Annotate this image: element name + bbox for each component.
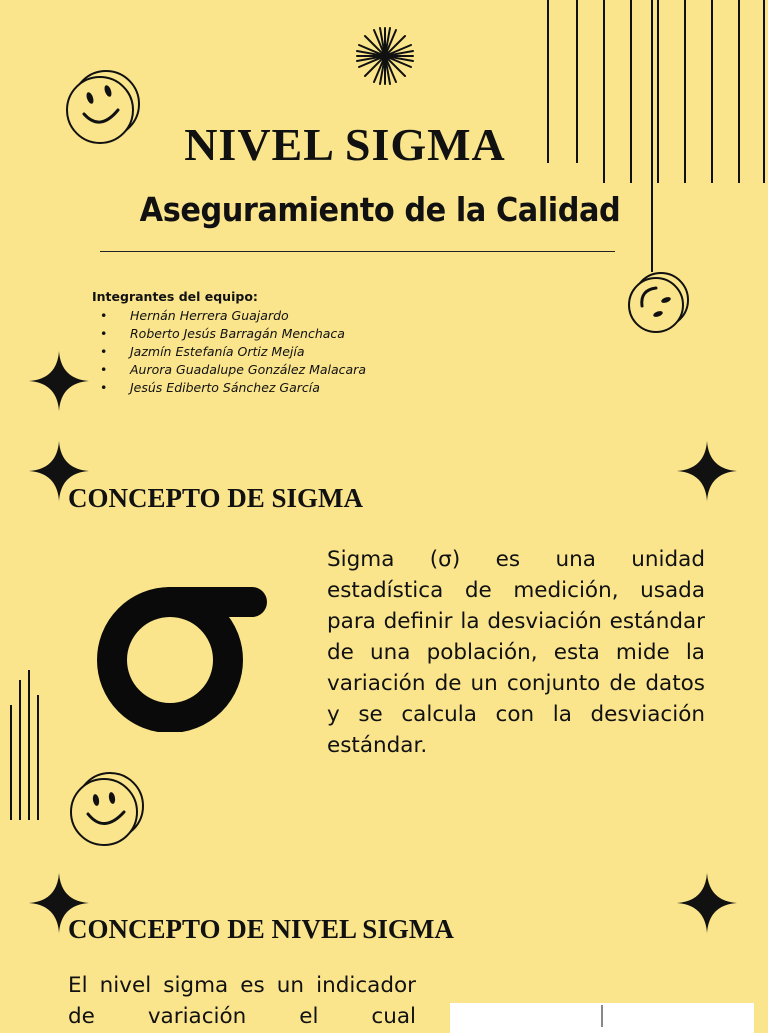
team-member: • Jesús Ediberto Sánchez García [100, 379, 366, 397]
team-member: • Roberto Jesús Barragán Menchaca [100, 325, 366, 343]
smiley-icon-right [626, 270, 692, 336]
divider [100, 251, 615, 252]
page-subtitle: Aseguramiento de la Calidad [139, 190, 621, 229]
team-member: • Jazmín Estefanía Ortiz Mejía [100, 343, 366, 361]
nivel-sigma-definition-text: El nivel sigma es un indicador de variación el cual [68, 973, 416, 1029]
team-list [100, 307, 366, 397]
sunburst-icon [355, 26, 415, 86]
section-heading-nivel-sigma: CONCEPTO DE NIVEL SIGMA [68, 914, 454, 944]
vertical-lines-left [8, 670, 48, 820]
sparkle-icon-3 [676, 440, 738, 502]
smiley-icon-bottom-left [66, 770, 148, 852]
section-heading-sigma: CONCEPTO DE SIGMA [68, 483, 364, 513]
sigma-definition-text: Sigma (σ) es una unidad estadística de medición, usada para definir la desviación estándar de una población, esta mide la variación de un conjunto de datos y se calcula con la desviación estándar. [327, 547, 705, 758]
team-member: • Aurora Guadalupe González Malacara [100, 361, 366, 379]
page-title: NIVEL SIGMA [184, 119, 506, 170]
team-heading: Integrantes del equipo: [92, 289, 258, 304]
sparkle-icon-5 [676, 872, 738, 934]
sparkle-icon-1 [28, 350, 90, 412]
sigma-symbol-icon [92, 570, 274, 732]
team-member: • Hernán Herrera Guajardo [100, 307, 366, 325]
image-placeholder [450, 1003, 754, 1033]
